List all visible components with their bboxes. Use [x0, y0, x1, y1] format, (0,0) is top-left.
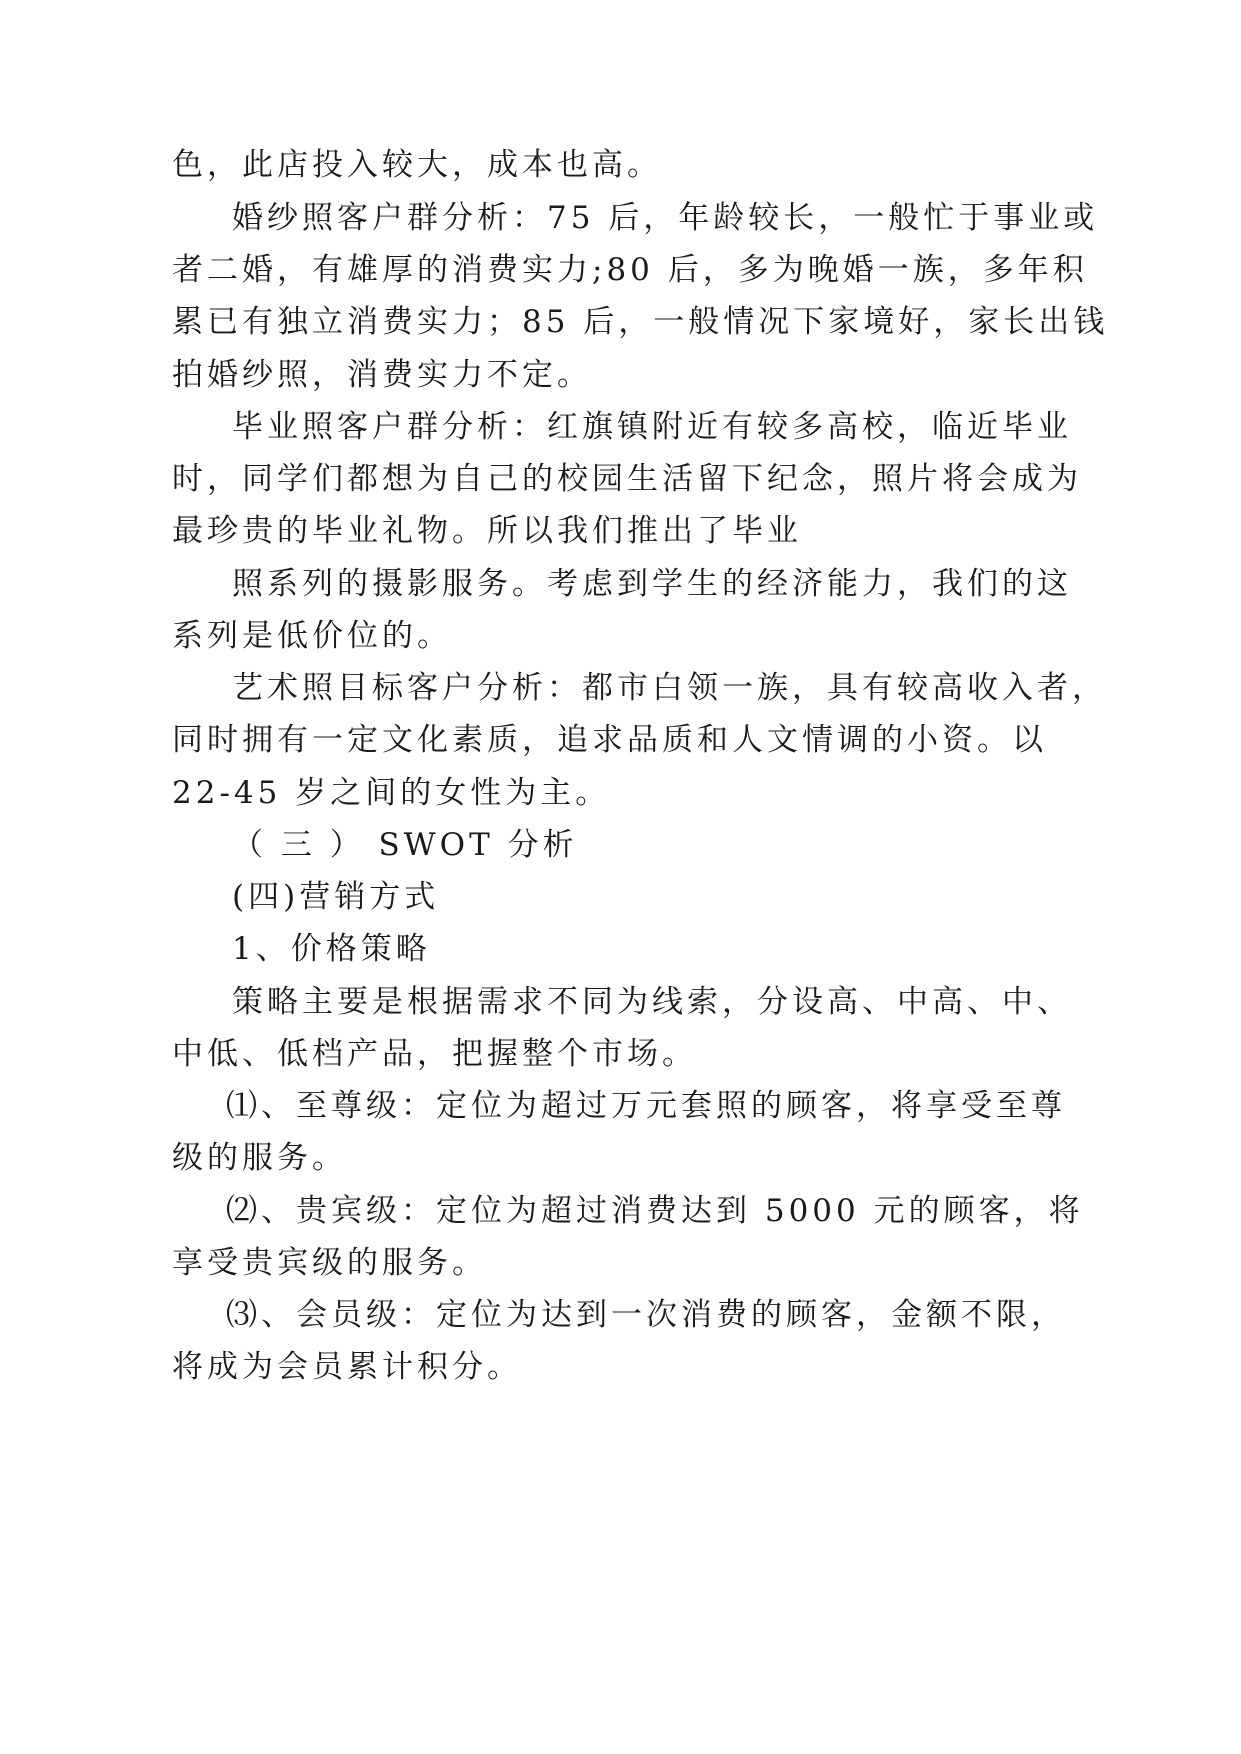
text-line: 色，此店投入较大，成本也高。: [172, 147, 662, 183]
section-heading: （ 三 ） SWOT 分析: [232, 827, 578, 863]
text-line: 系列是低价位的。: [172, 618, 452, 654]
text-line: 毕业照客户群分析：红旗镇附近有较多高校，临近毕业: [232, 409, 1072, 445]
text-line: 拍婚纱照，消费实力不定。: [172, 357, 592, 393]
text-line: 同时拥有一定文化素质，追求品质和人文情调的小资。以: [172, 722, 1047, 758]
text-line: 将成为会员累计积分。: [172, 1349, 522, 1385]
list-item: ⑶、会员级：定位为达到一次消费的顾客，金额不限，: [226, 1297, 1066, 1333]
text-line: 艺术照目标客户分析：都市白领一族，具有较高收入者，: [232, 670, 1107, 706]
text-line: 策略主要是根据需求不同为线索，分设高、中高、中、: [232, 984, 1072, 1020]
text-line: 照系列的摄影服务。考虑到学生的经济能力，我们的这: [232, 566, 1072, 602]
text-line: 级的服务。: [172, 1140, 347, 1176]
text-line: 最珍贵的毕业礼物。所以我们推出了毕业: [172, 513, 802, 549]
text-line: 时，同学们都想为自己的校园生活留下纪念，照片将会成为: [172, 461, 1082, 497]
text-line: 婚纱照客户群分析：75 后，年龄较长，一般忙于事业或: [232, 200, 1099, 236]
text-line: 22-45 岁之间的女性为主。: [172, 775, 611, 811]
text-line: 累已有独立消费实力；85 后，一般情况下家境好，家长出钱: [172, 304, 1109, 340]
list-item: ⑵、贵宾级：定位为超过消费达到 5000 元的顾客，将: [226, 1193, 1084, 1229]
text-line: 者二婚，有雄厚的消费实力;80 后，多为晚婚一族，多年积: [172, 252, 1088, 288]
list-item: ⑴、至尊级：定位为超过万元套照的顾客，将享受至尊: [226, 1088, 1066, 1124]
subsection-heading: 1、价格策略: [232, 931, 431, 967]
text-line: 享受贵宾级的服务。: [172, 1245, 487, 1281]
section-heading: (四)营销方式: [232, 879, 440, 915]
text-line: 中低、低档产品，把握整个市场。: [172, 1036, 697, 1072]
